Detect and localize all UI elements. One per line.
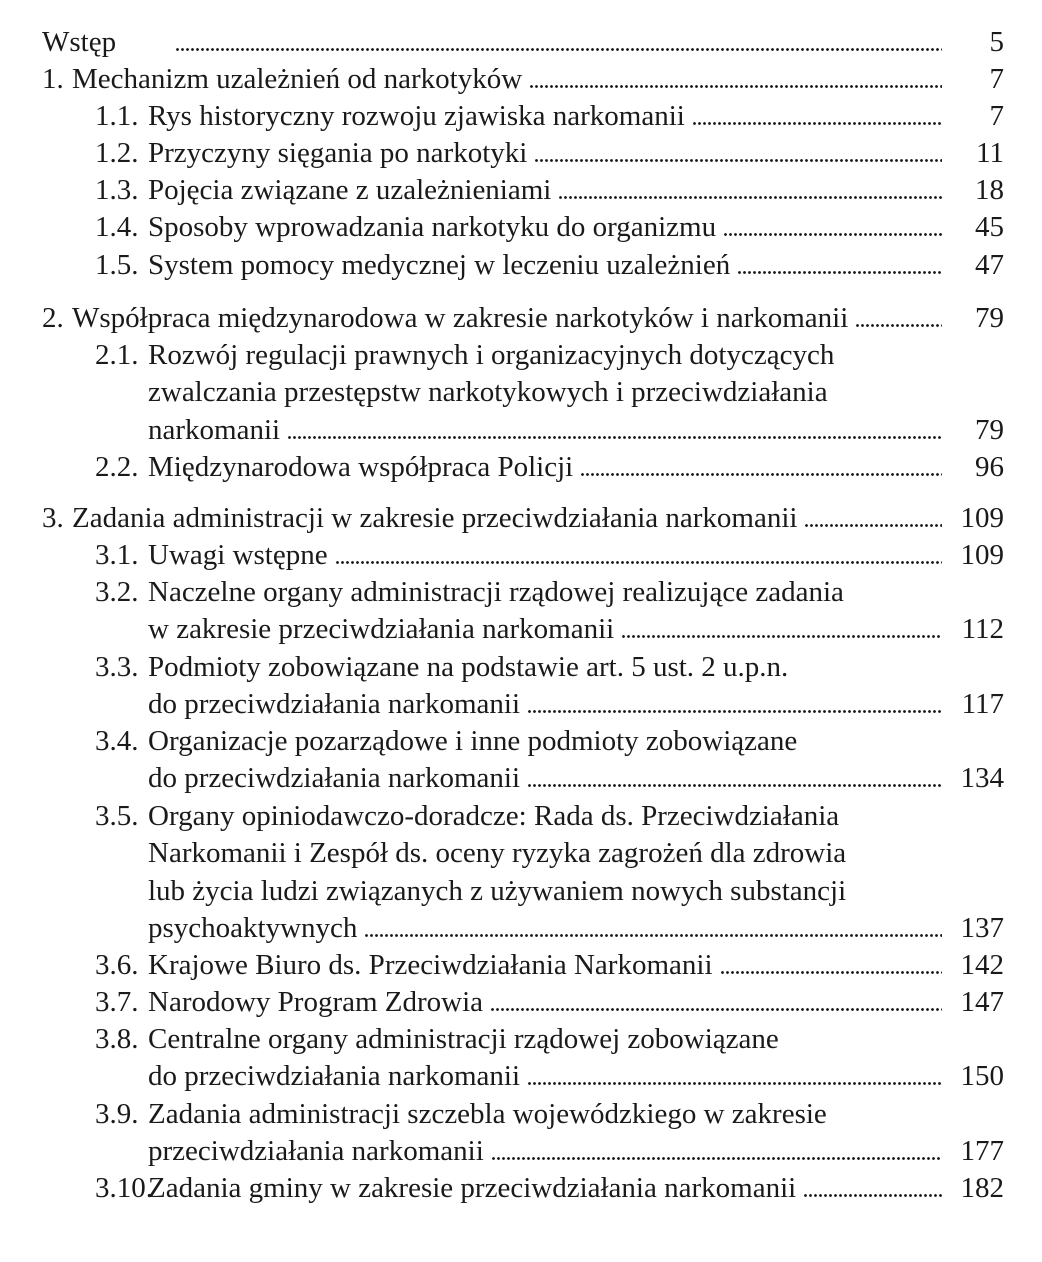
toc-number: 1.5. — [95, 249, 139, 281]
toc-number: 2. — [42, 302, 64, 334]
dot-leader — [530, 68, 942, 88]
toc-page-number: 142 — [960, 949, 1004, 981]
dot-leader — [738, 254, 942, 274]
toc-number: 2.1. — [95, 339, 139, 371]
toc-title-line: Narodowy Program Zdrowia — [148, 986, 484, 1018]
dot-leader — [581, 456, 942, 476]
toc-title-line: Krajowe Biuro ds. Przeciwdziałania Narkomanii — [148, 949, 713, 981]
dot-leader — [491, 991, 942, 1011]
toc-title-line: do przeciwdziałania narkomanii — [148, 762, 521, 794]
toc-title-line: Mechanizm uzależnień od narkotyków — [72, 63, 523, 95]
toc-title-line: Centralne organy administracji rządowej zobowiązane — [148, 1023, 779, 1055]
toc-title-line: Współpraca międzynarodowa w zakresie narkotyków i narkomanii — [72, 302, 849, 334]
toc-page-number: 109 — [960, 502, 1004, 534]
toc-page-number: 47 — [975, 249, 1004, 281]
toc-number: 3.8. — [95, 1023, 139, 1055]
toc-page-number: 11 — [976, 137, 1004, 169]
toc-title-line: Pojęcia związane z uzależnieniami — [148, 174, 552, 206]
dot-leader — [492, 1140, 942, 1160]
toc-page-number: 182 — [960, 1172, 1004, 1204]
toc-number: 1.1. — [95, 100, 139, 132]
toc-title-line: System pomocy medycznej w leczeniu uzależnień — [148, 249, 731, 281]
toc-title-line: Uwagi wstępne — [148, 539, 328, 571]
toc-page-number: 45 — [975, 211, 1004, 243]
toc-page-number: 147 — [960, 986, 1004, 1018]
toc-title-line: przeciwdziałania narkomanii — [148, 1135, 484, 1167]
toc-title-line: Zadania administracji w zakresie przeciwdziałania narkomanii — [72, 502, 798, 534]
dot-leader — [528, 1065, 942, 1085]
dot-leader — [724, 216, 942, 236]
toc-title-line: Zadania administracji szczebla wojewódzkiego w zakresie — [148, 1098, 827, 1130]
dot-leader — [721, 954, 942, 974]
toc-title-line: Zadania gminy w zakresie przeciwdziałania narkomanii — [148, 1172, 797, 1204]
toc-title-line: zwalczania przestępstw narkotykowych i przeciwdziałania — [148, 376, 828, 408]
dot-leader — [805, 507, 942, 527]
toc-page-number: 7 — [989, 63, 1004, 95]
toc-number: 1.2. — [95, 137, 139, 169]
dot-leader — [535, 142, 942, 162]
toc-page-number: 117 — [961, 688, 1004, 720]
dot-leader — [528, 693, 942, 713]
toc-title-line: narkomanii — [148, 414, 281, 446]
toc-number: 3.4. — [95, 725, 139, 757]
toc-title-line: Naczelne organy administracji rządowej realizujące zadania — [148, 576, 844, 608]
toc-title-line: Organizacje pozarządowe i inne podmioty zobowiązane — [148, 725, 798, 757]
toc-page-number: 7 — [989, 100, 1004, 132]
toc-number: 1.4. — [95, 211, 139, 243]
dot-leader — [528, 767, 942, 787]
toc-title-line: Przyczyny sięgania po narkotyki — [148, 137, 528, 169]
toc-number: 1. — [42, 63, 64, 95]
dot-leader — [622, 618, 942, 638]
toc-page-number: 137 — [960, 912, 1004, 944]
toc-title-line: Rys historyczny rozwoju zjawiska narkomanii — [148, 100, 685, 132]
toc-title-line: Rozwój regulacji prawnych i organizacyjnych dotyczących — [148, 339, 835, 371]
toc-number: 3.2. — [95, 576, 139, 608]
toc-page-number: 150 — [960, 1060, 1004, 1092]
toc-page-number: 96 — [975, 451, 1004, 483]
toc-title-line: Podmioty zobowiązane na podstawie art. 5 ust. 2 u.p.n. — [148, 651, 789, 683]
toc-page-number: 112 — [961, 613, 1004, 645]
dot-leader — [176, 31, 942, 51]
toc-number: 3. — [42, 502, 64, 534]
toc-number: 3.1. — [95, 539, 139, 571]
dot-leader — [856, 307, 942, 327]
dot-leader — [693, 105, 942, 125]
toc-number: 1.3. — [95, 174, 139, 206]
dot-leader — [559, 179, 942, 199]
dot-leader — [336, 544, 942, 564]
toc-number: 2.2. — [95, 451, 139, 483]
dot-leader — [288, 419, 942, 439]
toc-number: 3.9. — [95, 1098, 139, 1130]
toc-page-number: 18 — [975, 174, 1004, 206]
toc-page-number: 79 — [975, 414, 1004, 446]
toc-page-number: 109 — [960, 539, 1004, 571]
toc-number: 3.10. — [95, 1172, 153, 1204]
toc-page-number: 5 — [989, 26, 1004, 58]
toc-number: 3.5. — [95, 800, 139, 832]
toc-number: 3.3. — [95, 651, 139, 683]
toc-title-line: lub życia ludzi związanych z używaniem nowych substancji — [148, 875, 847, 907]
dot-leader — [365, 917, 942, 937]
toc-title-line: w zakresie przeciwdziałania narkomanii — [148, 613, 615, 645]
toc-title-line: Narkomanii i Zespół ds. oceny ryzyka zagrożeń dla zdrowia — [148, 837, 847, 869]
toc-title-line: do przeciwdziałania narkomanii — [148, 688, 521, 720]
toc-page-number: 177 — [960, 1135, 1004, 1167]
toc-number: 3.7. — [95, 986, 139, 1018]
toc-title-line: do przeciwdziałania narkomanii — [148, 1060, 521, 1092]
toc-title-line: Organy opiniodawczo-doradcze: Rada ds. Przeciwdziałania — [148, 800, 840, 832]
dot-leader — [804, 1177, 942, 1197]
toc-title-line: Sposoby wprowadzania narkotyku do organizmu — [148, 211, 717, 243]
toc-page-number: 79 — [975, 302, 1004, 334]
toc-page-number: 134 — [960, 762, 1004, 794]
toc-title-line: psychoaktywnych — [148, 912, 358, 944]
toc-number: 3.6. — [95, 949, 139, 981]
toc-title-line: Wstęp — [42, 26, 117, 58]
toc-title-line: Międzynarodowa współpraca Policji — [148, 451, 574, 483]
